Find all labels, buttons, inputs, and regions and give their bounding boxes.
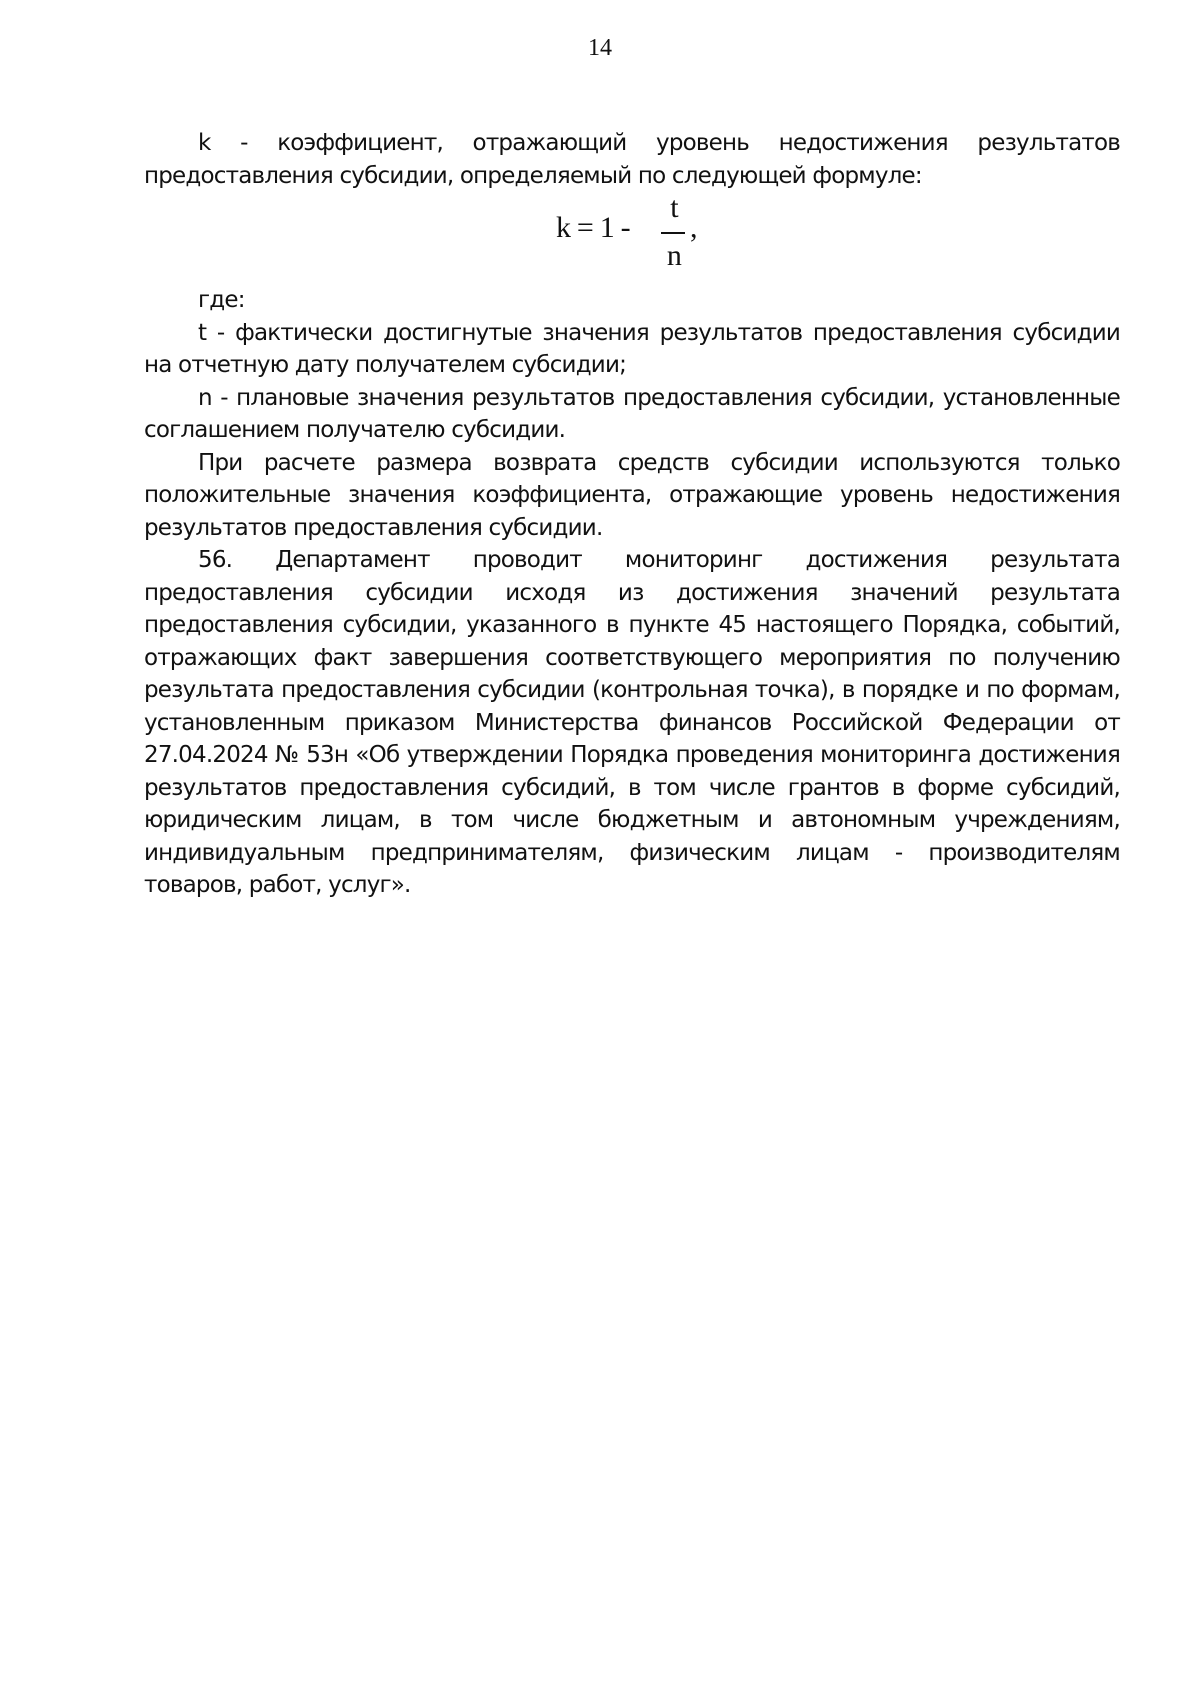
paragraph-where: где: xyxy=(198,287,245,313)
paragraph-k-definition: k - коэффициент, отражающий уровень недостижения результатов предоставления субсидии, определяемый по следующей формуле: xyxy=(144,130,1120,189)
paragraph-56: 56. Департамент проводит мониторинг достижения результата предоставления субсидии исходя из достижения значений результата предоставления субсидии, указанного в пункте 45 настоящего Порядка, событий, отражающих факт завершения соответствующего мероприятия по получению результата предоставления субсидии (контрольная точка), в порядке и по формам, установленным приказом Министерства финансов Российской Федерации от 27.04.2024 № 53н «Об утверждении Порядка проведения мониторинга достижения результатов предоставления субсидий, в том числе грантов в форме субсидий, юридическим лицам, в том числе бюджетным и автономным учреждениям, индивидуальным предпринимателям, физическим лицам - производителям товаров, работ, услуг». xyxy=(144,547,1120,898)
page-number: 14 xyxy=(588,35,612,61)
formula-denominator: n xyxy=(666,239,682,272)
paragraph-t-definition: t - фактически достигнутые значения результатов предоставления субсидии на отчетную дату получателем субсидии; xyxy=(144,319,1120,378)
formula-numerator: t xyxy=(670,191,678,224)
fraction-bar xyxy=(661,232,685,234)
document-body xyxy=(144,127,1120,902)
formula-k xyxy=(144,191,1120,282)
paragraph-calculation: При расчете размера возврата средств субсидии используются только положительные значения коэффициента, отражающие уровень недостижения результатов предоставления субсидии. xyxy=(144,449,1120,541)
formula-comma: , xyxy=(690,211,697,244)
formula-fraction xyxy=(660,191,688,282)
paragraph-n-definition: n - плановые значения результатов предоставления субсидии, установленные соглашением получателю субсидии. xyxy=(144,384,1120,443)
formula-lhs: k = 1 - xyxy=(556,211,630,244)
